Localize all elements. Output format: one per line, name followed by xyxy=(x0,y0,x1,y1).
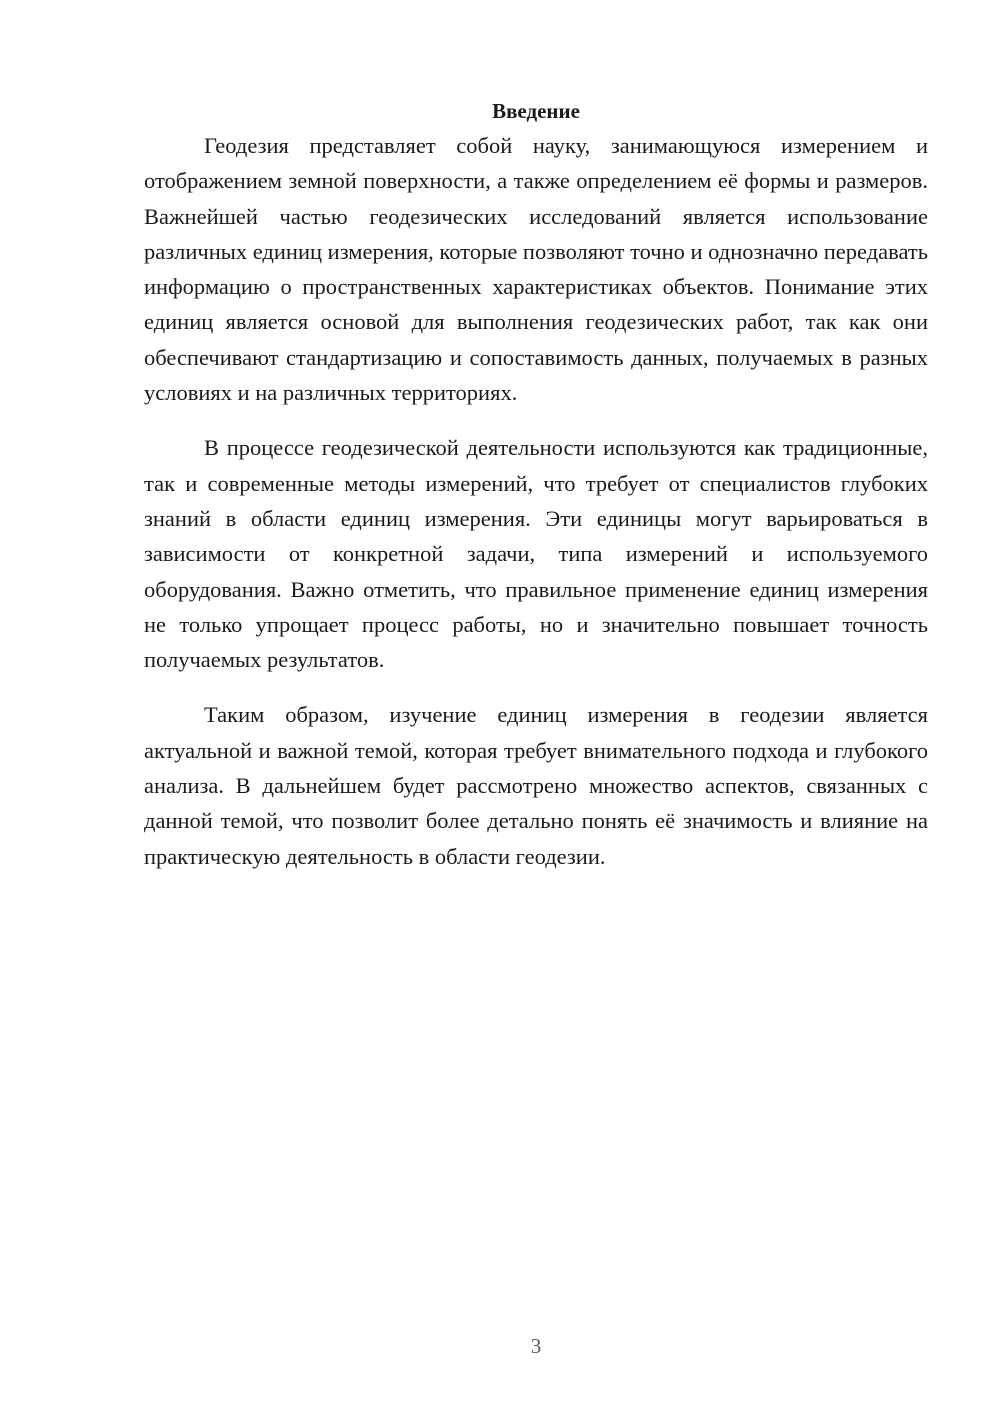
page-number: 3 xyxy=(530,1334,542,1358)
paragraph-2: В процессе геодезической деятельности используются как традиционные, так и современные методы измерений, что требует от специалистов глубоких знаний в области единиц измерения. Эти единицы могут варьироваться в зависимости от конкретной задачи, типа измерений и используемого оборудования. Важно отметить, что правильное применение единиц измерения не только упрощает процесс работы, но и значительно повышает точность получаемых результатов. xyxy=(144,435,928,673)
paragraph-1: Геодезия представляет собой науку, занимающуюся измерением и отображением земной поверхности, а также определением её формы и размеров. Важнейшей частью геодезических исследований является использование различных единиц измерения, которые позволяют точно и однозначно передавать информацию о пространственных характеристиках объектов. Понимание этих единиц является основой для выполнения геодезических работ, так как они обеспечивают стандартизацию и сопоставимость данных, получаемых в разных условиях и на различных территориях. xyxy=(144,133,928,406)
section-heading: Введение xyxy=(492,99,580,123)
page-content xyxy=(144,96,928,894)
paragraph-3: Таким образом, изучение единиц измерения в геодезии является актуальной и важной темой, которая требует внимательного подхода и глубокого анализа. В дальнейшем будет рассмотрено множество аспектов, связанных с данной темой, что позволит более детально понять её значимость и влияние на практическую деятельность в области геодезии. xyxy=(144,702,928,869)
